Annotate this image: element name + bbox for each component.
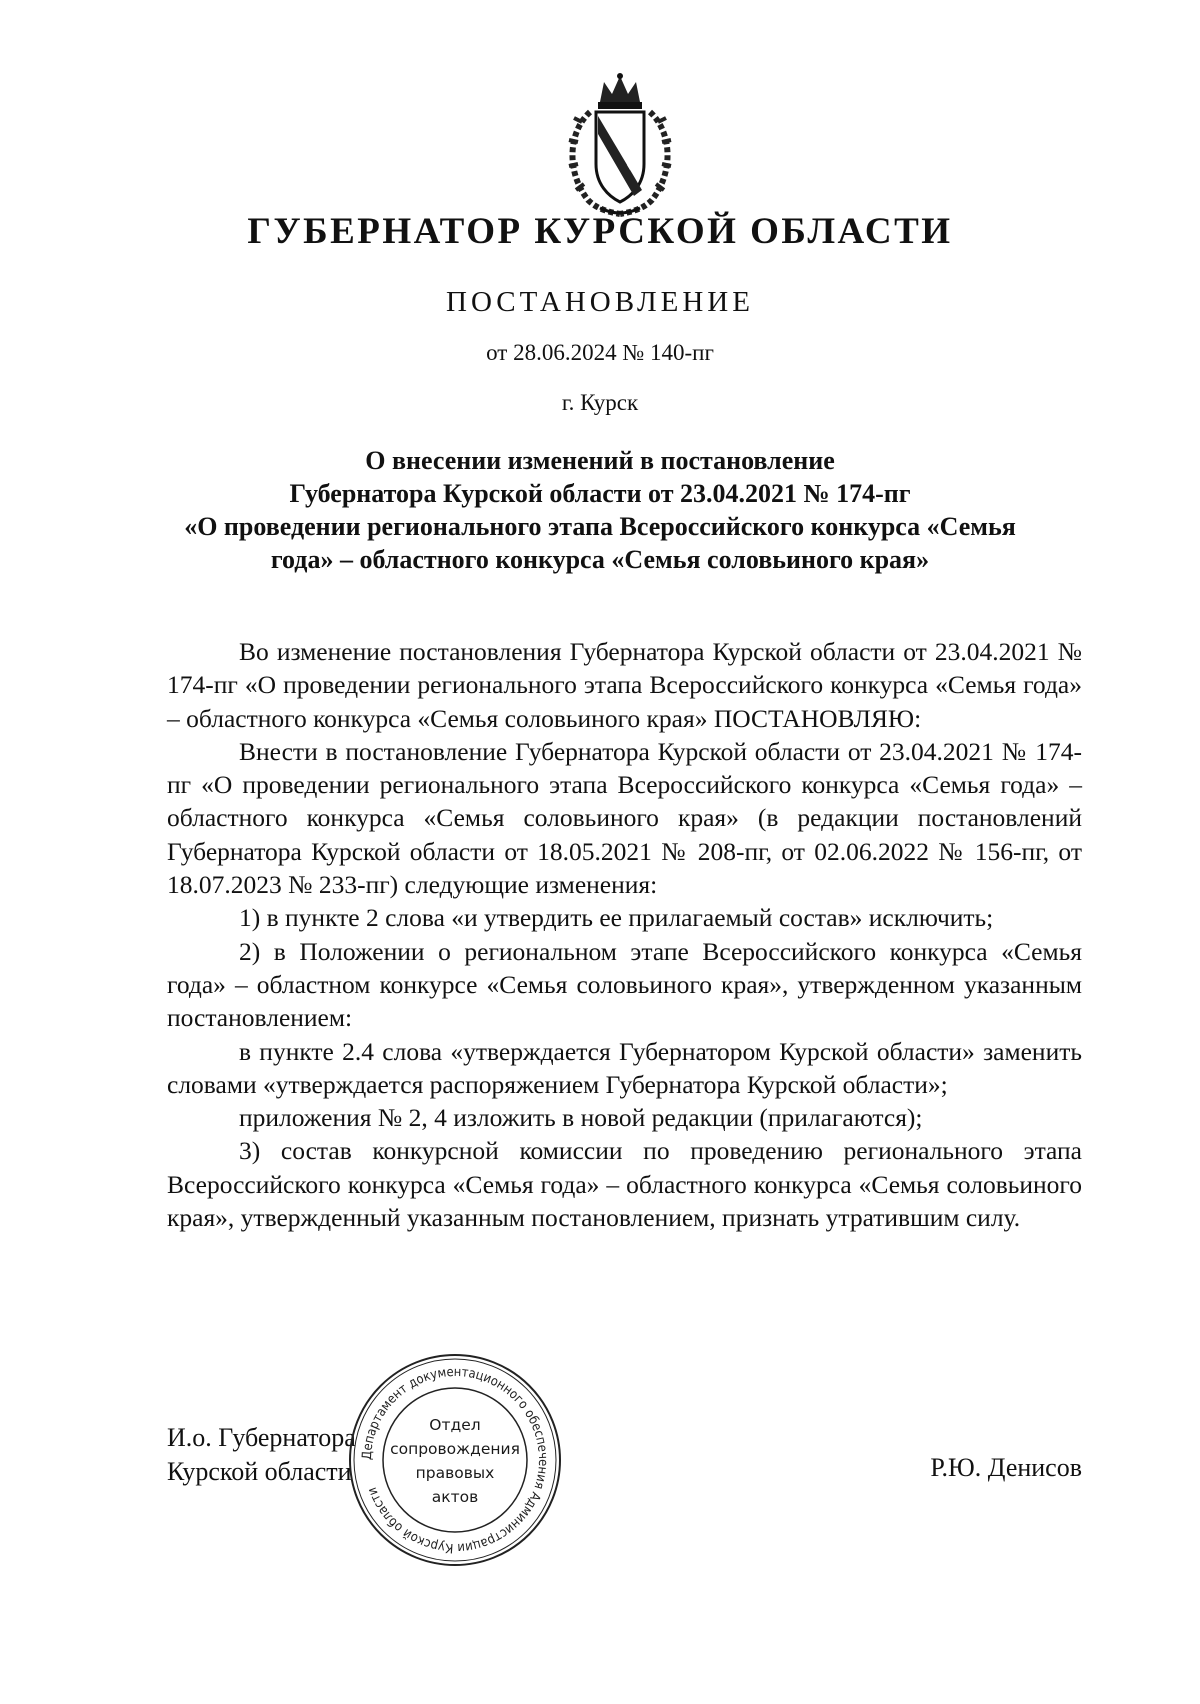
coat-of-arms-icon xyxy=(560,72,680,220)
stamp-center-text xyxy=(345,1413,565,1509)
body-paragraph: 1) в пункте 2 слова «и утвердить ее прилагаемый состав» исключить; xyxy=(239,903,994,933)
body-paragraph: 2) в Положении о региональном этапе Всероссийского конкурса «Семья года» – областном конкурсе «Семья соловьиного края», утвержденном указанным постановлением: xyxy=(167,936,1082,1033)
stamp-line: правовых xyxy=(415,1464,495,1482)
subject-line: Губернатора Курской области от 23.04.2021 № 174-пг xyxy=(289,479,911,508)
body-paragraph: в пункте 2.4 слова «утверждается Губернатором Курской области» заменить словами «утверждается распоряжением Губернатора Курской области»; xyxy=(167,1036,1082,1099)
document-subject xyxy=(0,444,1200,576)
document-date-number: от 28.06.2024 № 140-пг xyxy=(486,340,714,365)
stamp-line: сопровождения xyxy=(390,1440,520,1458)
document-type: ПОСТАНОВЛЕНИЕ xyxy=(446,286,754,318)
document-city: г. Курск xyxy=(561,390,639,415)
body-paragraph: приложения № 2, 4 изложить в новой редакции (прилагаются); xyxy=(239,1103,923,1133)
signatory-position-line: И.о. Губернатора xyxy=(167,1423,356,1452)
body-paragraph: Во изменение постановления Губернатора Курской области от 23.04.2021 № 174-пг «О проведении регионального этапа Всероссийского конкурса «Семья года» – областного конкурса «Семья соловьиного края» ПОСТАНОВЛЯЮ: xyxy=(167,637,1082,733)
issuing-authority: ГУБЕРНАТОР КУРСКОЙ ОБЛАСТИ xyxy=(247,211,953,252)
subject-line: года» – областного конкурса «Семья соловьиного края» xyxy=(270,545,930,574)
signatory-position xyxy=(167,1421,356,1489)
stamp-line: Отдел xyxy=(429,1416,481,1434)
subject-line: «О проведении регионального этапа Всероссийского конкурса «Семья xyxy=(184,512,1016,541)
document-body xyxy=(167,635,1082,1234)
subject-line: О внесении изменений в постановление xyxy=(365,446,835,475)
stamp-ring-text: Департамент документационного обеспечения Администрации Курской области xyxy=(359,1364,551,1556)
signatory-name: Р.Ю. Денисов xyxy=(930,1453,1082,1482)
stamp-line: актов xyxy=(431,1488,479,1506)
body-paragraph: 3) состав конкурсной комиссии по проведению регионального этапа Всероссийского конкурса «Семья года» – областного конкурса «Семья соловьиного края», утвержденный указанным постановлением, признать утратившим силу. xyxy=(167,1136,1082,1233)
signatory-position-line: Курской области xyxy=(167,1457,352,1486)
body-paragraph: Внести в постановление Губернатора Курской области от 23.04.2021 № 174-пг «О проведении регионального этапа Всероссийского конкурса «Семья года» – областного конкурса «Семья соловьиного края» (в редакции постановлений Губернатора Курской области от 18.05.2021 № 208-пг, от 02.06.2022 № 156-пг, от 18.07.2023 № 233-пг) следующие изменения: xyxy=(167,736,1082,900)
